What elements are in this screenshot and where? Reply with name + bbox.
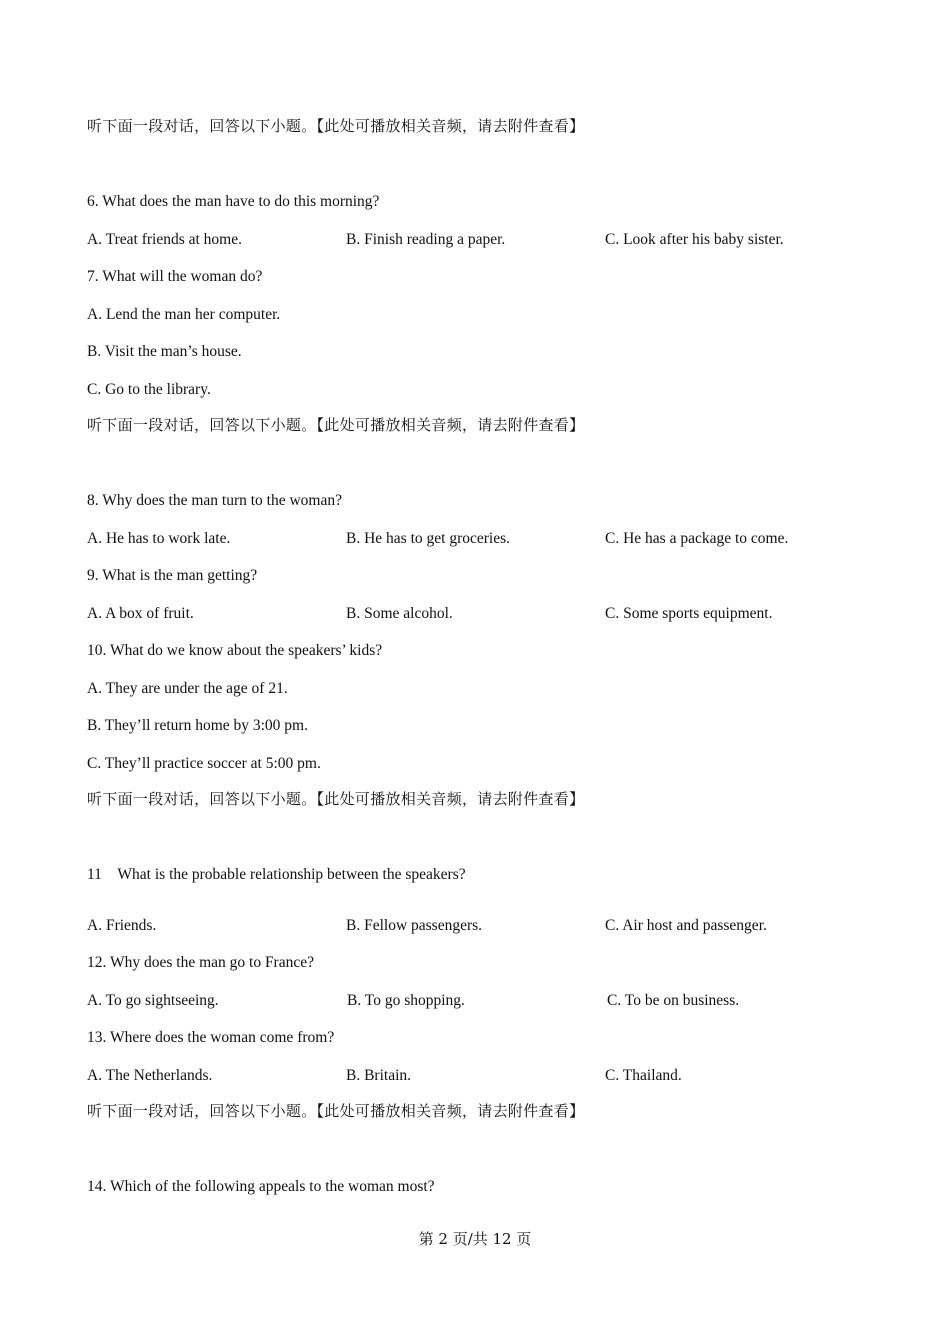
question-9: 9. What is the man getting? (87, 567, 258, 584)
q12-option-a: A. To go sightseeing. (87, 992, 219, 1009)
q13-option-b: B. Britain. (346, 1067, 412, 1084)
q11-option-b: B. Fellow passengers. (346, 917, 483, 934)
question-10: 10. What do we know about the speakers’ kids? (87, 642, 383, 659)
audio-instruction-4: 听下面一段对话，回答以下小题。【此处可播放相关音频，请去附件查看】 (87, 1102, 585, 1120)
q10-option-b: B. They’ll return home by 3:00 pm. (87, 717, 308, 734)
q9-option-b: B. Some alcohol. (346, 605, 453, 622)
audio-instruction-3: 听下面一段对话，回答以下小题。【此处可播放相关音频，请去附件查看】 (87, 790, 585, 808)
question-13: 13. Where does the woman come from? (87, 1029, 335, 1046)
question-11: 11 What is the probable relationship between the speakers? (87, 866, 466, 883)
question-12: 12. Why does the man go to France? (87, 954, 314, 971)
audio-instruction-2: 听下面一段对话，回答以下小题。【此处可播放相关音频，请去附件查看】 (87, 416, 585, 434)
q13-option-a: A. The Netherlands. (87, 1067, 213, 1084)
q6-option-c: C. Look after his baby sister. (605, 231, 784, 248)
question-7: 7. What will the woman do? (87, 268, 263, 285)
question-6: 6. What does the man have to do this morning? (87, 193, 380, 210)
q9-option-c: C. Some sports equipment. (605, 605, 773, 622)
q8-option-c: C. He has a package to come. (605, 530, 789, 547)
page-number: 第 2 页/共 12 页 (418, 1230, 532, 1248)
audio-instruction-1: 听下面一段对话，回答以下小题。【此处可播放相关音频，请去附件查看】 (87, 117, 585, 135)
q6-option-a: A. Treat friends at home. (87, 231, 242, 248)
q13-option-c: C. Thailand. (605, 1067, 682, 1084)
q7-option-b: B. Visit the man’s house. (87, 343, 242, 360)
question-14: 14. Which of the following appeals to the woman most? (87, 1178, 435, 1195)
q8-option-a: A. He has to work late. (87, 530, 231, 547)
q11-option-c: C. Air host and passenger. (605, 917, 767, 934)
q8-option-b: B. He has to get groceries. (346, 530, 510, 547)
q7-option-c: C. Go to the library. (87, 381, 211, 398)
q6-option-b: B. Finish reading a paper. (346, 231, 506, 248)
q9-option-a: A. A box of fruit. (87, 605, 194, 622)
q11-option-a: A. Friends. (87, 917, 157, 934)
question-8: 8. Why does the man turn to the woman? (87, 492, 342, 509)
q7-option-a: A. Lend the man her computer. (87, 306, 281, 323)
q12-option-b: B. To go shopping. (347, 992, 465, 1009)
q10-option-c: C. They’ll practice soccer at 5:00 pm. (87, 755, 321, 772)
q10-option-a: A. They are under the age of 21. (87, 680, 288, 697)
q12-option-c: C. To be on business. (607, 992, 740, 1009)
